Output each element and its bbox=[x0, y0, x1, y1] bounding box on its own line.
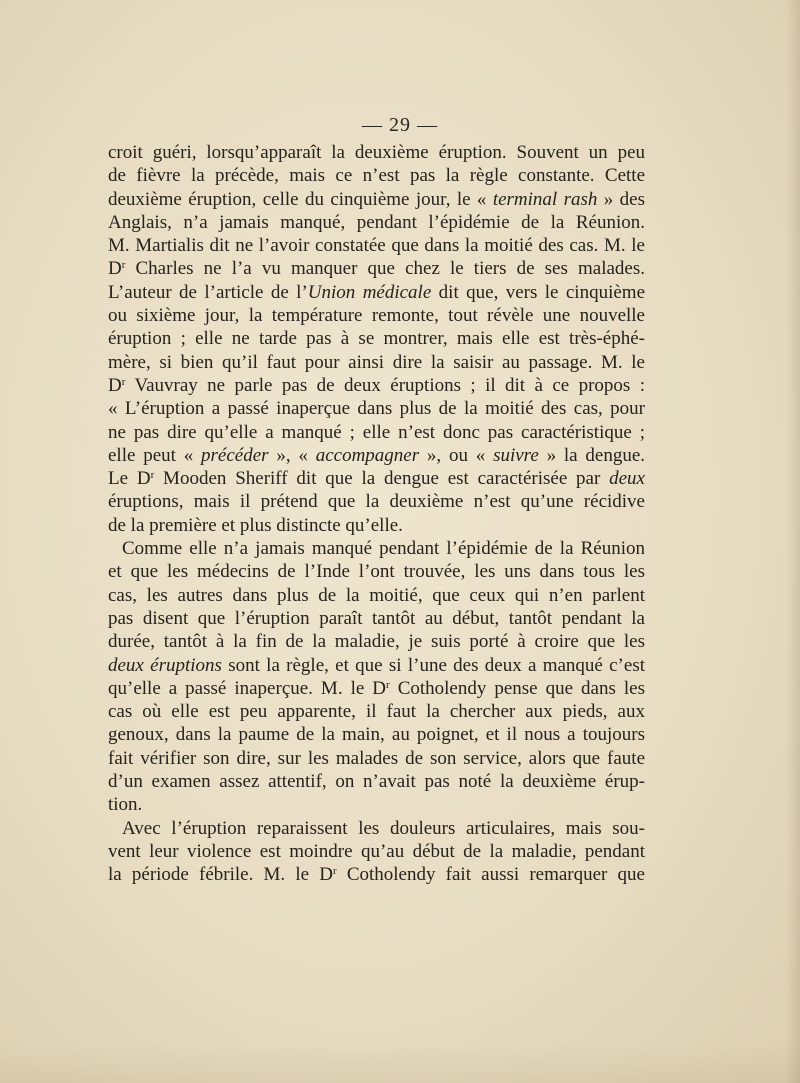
text-line: vent leur violence est moindre qu’au début de la maladie, pendant bbox=[108, 840, 645, 862]
text-line: Le $D^r$ Mooden Sheriff dit que la dengue est caractérisée par deux bbox=[108, 468, 645, 490]
text-line: tion. bbox=[108, 794, 143, 816]
text-line: Anglais, n’a jamais manqué, pendant l’épidémie de la Réunion. bbox=[108, 211, 645, 233]
text-line: ou sixième jour, la température remonte, tout révèle une nouvelle bbox=[108, 305, 645, 327]
text-line: éruption ; elle ne tarde pas à se montrer, mais elle est très-éphé- bbox=[108, 328, 645, 350]
text-line: mère, si bien qu’il faut pour ainsi dire la saisir au passage. M. le bbox=[108, 351, 645, 373]
text-line: elle peut « précéder », « accompagner », ou « suivre » la dengue. bbox=[108, 444, 646, 466]
text-line: $D^r$ Charles ne l’a vu manquer que chez le tiers de ses malades. bbox=[108, 258, 645, 280]
italic-term: Union médicale bbox=[307, 281, 432, 303]
text-line: fait vérifier son dire, sur les malades de son service, alors que faute bbox=[108, 747, 645, 769]
text-line: $D^r$ Vauvray ne parle pas de deux éruptions ; il dit à ce propos : bbox=[108, 374, 645, 396]
italic-term: suivre bbox=[493, 444, 539, 466]
text-line: et que les médecins de l’Inde l’ont trouvée, les uns dans tous les bbox=[108, 561, 645, 583]
text-line: éruptions, mais il prétend que la deuxième n’est qu’une récidive bbox=[108, 491, 645, 513]
paragraph-start: Comme elle n’a jamais manqué pendant l’épidémie de la Réunion bbox=[122, 538, 645, 560]
text-line: L’auteur de l’article de l’Union médicale dit que, vers le cinquième bbox=[108, 281, 646, 303]
text-line: d’un examen assez attentif, on n’avait pas noté la deuxième érup- bbox=[108, 771, 645, 793]
text-line: pas disent que l’éruption paraît tantôt au début, tantôt pendant la bbox=[108, 607, 645, 629]
text-line: croit guéri, lorsqu’apparaît la deuxième éruption. Souvent un peu bbox=[108, 142, 645, 163]
text-line: « L’éruption a passé inaperçue dans plus de la moitié des cas, pour bbox=[108, 398, 645, 420]
text-line: M. Martialis dit ne l’avoir constatée que dans la moitié des cas. M. le bbox=[108, 235, 645, 257]
page-edge-shadow bbox=[786, 0, 800, 1083]
text-line: ne pas dire qu’elle a manqué ; elle n’est donc pas caractéristique ; bbox=[108, 421, 645, 443]
text-line: cas, les autres dans plus de la moitié, que ceux qui n’en parlent bbox=[108, 584, 645, 606]
page-number: — 29 — bbox=[362, 114, 438, 136]
italic-term: précéder bbox=[201, 444, 269, 466]
paragraph-start: Avec l’éruption reparaissent les douleurs articulaires, mais sou- bbox=[122, 817, 645, 839]
body-text bbox=[108, 141, 645, 887]
page-bottom-shading bbox=[0, 1043, 800, 1083]
text-line: genoux, dans la paume de la main, au poignet, et il nous a toujours bbox=[108, 724, 645, 746]
text-line: qu’elle a passé inaperçue. M. le $D^r$ Cotholendy pense que dans les bbox=[108, 677, 645, 699]
text-line: de fièvre la précède, mais ce n’est pas la règle constante. Cette bbox=[108, 165, 645, 187]
text-line: cas où elle est peu apparente, il faut la chercher aux pieds, aux bbox=[108, 701, 645, 723]
text-line: de la première et plus distincte qu’elle. bbox=[108, 514, 403, 536]
italic-term: terminal rash bbox=[492, 188, 598, 210]
text-line: deux éruptions sont la règle, et que si l’une des deux a manqué c’est bbox=[108, 654, 645, 676]
text-line: la période fébrile. M. le $D^r$ Cotholendy fait aussi remarquer que bbox=[108, 864, 645, 886]
text-line: durée, tantôt à la fin de la maladie, je suis porté à croire que les bbox=[108, 631, 645, 653]
italic-term: accompagner bbox=[315, 444, 420, 466]
text-line: deuxième éruption, celle du cinquième jour, le « terminal rash » des bbox=[108, 188, 645, 210]
italic-term: deux bbox=[609, 468, 645, 490]
italic-term: deux éruptions bbox=[108, 654, 222, 676]
